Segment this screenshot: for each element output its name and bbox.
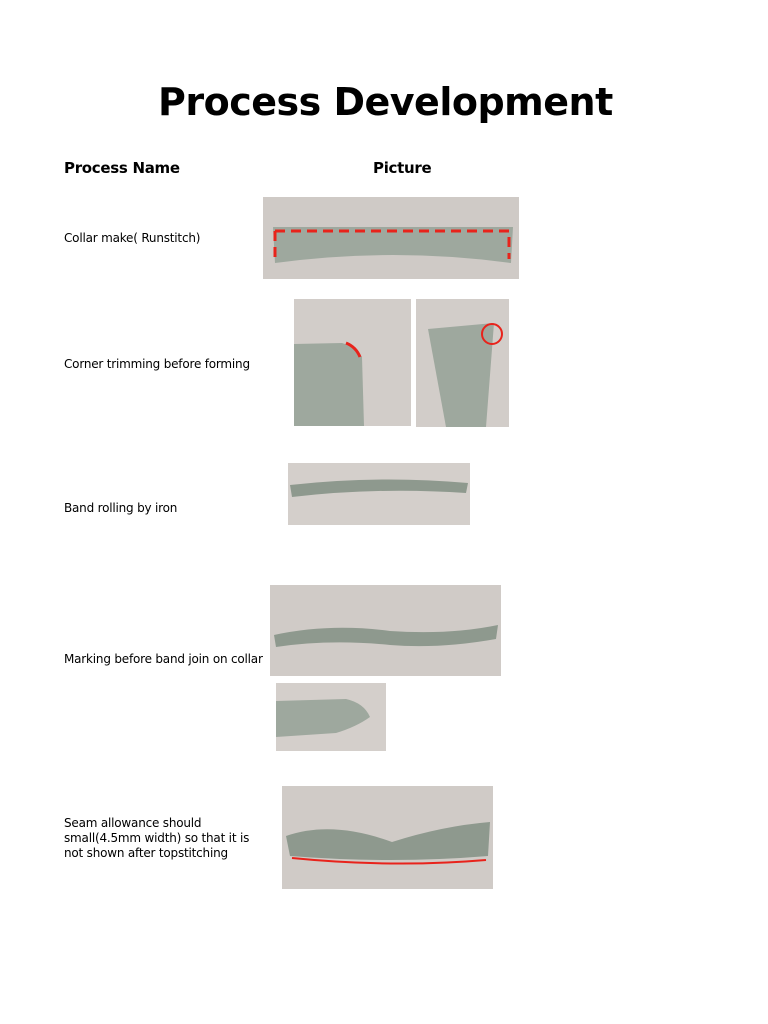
- page-title: Process Development: [158, 80, 613, 124]
- step-label-band-rolling: Band rolling by iron: [64, 501, 178, 515]
- title-container: [158, 76, 613, 128]
- header-process-name: Process Name: [64, 159, 180, 177]
- photo-corner-trim-2: [416, 299, 509, 427]
- step-label-marking: Marking before band join on collar: [64, 652, 263, 666]
- photo-seam-allowance: [282, 786, 493, 889]
- step-label-seam-allowance: Seam allowance should small(4.5mm width) so that it is not shown after topstitching: [64, 816, 250, 860]
- step-label-corner-trimming: Corner trimming before forming: [64, 357, 250, 371]
- photo-band-rolling: [288, 463, 470, 525]
- photo-marking-1: [270, 585, 501, 676]
- photo-corner-trim-1: [294, 299, 411, 426]
- header-picture: Picture: [373, 159, 432, 177]
- step-label-collar-make: Collar make( Runstitch): [64, 231, 201, 245]
- photo-collar-runstitch: [263, 197, 519, 279]
- photo-marking-2: [276, 683, 386, 751]
